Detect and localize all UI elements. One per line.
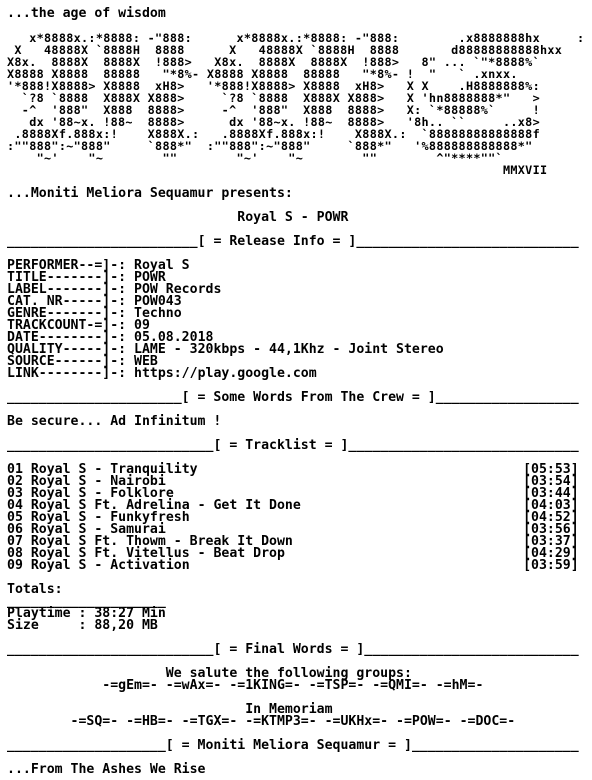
- track-title: Royal S Ft. Vitellus - Beat Drop: [30, 546, 285, 561]
- ascii-art-row: X8888 X8888 88888 "*8%- X8888 X8888 88888 "*8%- ! " ` .xnxx.: [7, 67, 518, 81]
- ascii-art-row: '*888!X8888> X8888 xH8> '*888!X8888> X8888 xH8> X X .H8888888%:: [7, 79, 540, 93]
- empty-line: [7, 572, 587, 584]
- release-info-key: CAT. NR-----]-:: [7, 294, 135, 309]
- ascii-art-row: X8x. 8888X 8888X !888> X8x. 8888X 8888X !888> 8" ... `"*8888%`: [7, 55, 540, 69]
- ascii-art-row: `?8 `8888 X888X X888> `?8 `8888 X888X X888> X 'hn8888888*" >: [7, 91, 540, 105]
- ascii-art-row: MMXVII: [7, 163, 548, 177]
- release-info-key: QUALITY-----]-:: [7, 342, 135, 357]
- release-info-value: LAME - 320kbps - 44,1Khz - Joint Stereo: [134, 342, 444, 357]
- release-info-key: TITLE-------]-:: [7, 270, 135, 285]
- release-info-value: WEB: [134, 354, 158, 369]
- track-number: 08: [7, 546, 23, 561]
- track-title: Royal S Ft. Adrelina - Get It Done: [30, 498, 301, 513]
- playtime-value: 38:27 Min: [94, 606, 166, 621]
- salute-title: We salute the following groups:: [165, 666, 412, 681]
- memoriam-title: In Memoriam: [245, 702, 333, 717]
- ascii-art-row: x*8888x.:*8888: -"888: x*8888x.:*8888: -"888: .x8888888hx :: [7, 31, 585, 45]
- nfo-document: [7, 8, 587, 776]
- salute-groups: -=gEm=- -=wAx=- -=1KING=- -=TSP=- -=QMI=- -=hM=-: [102, 678, 484, 693]
- section-header-release-info: ________________________[ = Release Info = ]____________________________: [7, 234, 579, 249]
- crew-words-text: Be secure... Ad Infinitum !: [7, 414, 222, 429]
- section-title: [ = Tracklist = ]: [213, 438, 349, 453]
- section-header-final-words: __________________________[ = Final Words = ]___________________________: [7, 642, 579, 657]
- release-info-value: Royal S: [134, 258, 190, 273]
- track-duration: [03:54]: [523, 474, 579, 489]
- tracklist: [7, 464, 587, 572]
- playtime-line: Playtime : 38:27 Min: [7, 606, 166, 621]
- track-duration: [04:03]: [523, 498, 579, 513]
- section-title: [ = Final Words = ]: [213, 642, 365, 657]
- release-info-value: POWR: [134, 270, 166, 285]
- track-duration: [03:44]: [523, 486, 579, 501]
- release-info-key: PERFORMER--=]-:: [7, 258, 135, 273]
- ascii-art-row: -^ '888" X888 8888> -^ '888" X888 8888> X: `*88888%` !: [7, 103, 540, 117]
- release-info-row: [7, 368, 587, 380]
- totals-rule: ____________________: [7, 594, 166, 609]
- track-duration: [04:29]: [523, 546, 579, 561]
- release-info-key: LABEL-------]-:: [7, 282, 135, 297]
- track-number: 01: [7, 462, 23, 477]
- outro-line: ...From The Ashes We Rise: [7, 762, 206, 777]
- track-number: 09: [7, 558, 23, 573]
- intro-line: ...the age of wisdom: [7, 6, 166, 21]
- track-number: 07: [7, 534, 23, 549]
- release-info-value: POW043: [134, 294, 182, 309]
- section-header-crew-words: ______________________[ = Some Words From The Crew = ]__________________: [7, 390, 579, 405]
- ascii-art-row: X 48888X `8888H 8888 X 48888X `8888H 8888 d88888888888hxx: [7, 43, 563, 57]
- track-title: Royal S - Tranquility: [30, 462, 198, 477]
- release-info-value: 05.08.2018: [134, 330, 214, 345]
- section-header-footer: ____________________[ = Moniti Meliora Sequamur = ]_____________________: [7, 738, 579, 753]
- ascii-art-row: .8888Xf.888x:! X888X.: .8888Xf.888x:! X888X.: `88888888888888f: [7, 127, 540, 141]
- track-duration: [05:53]: [523, 462, 579, 477]
- track-title: Royal S - Nairobi: [30, 474, 166, 489]
- track-duration: [03:56]: [523, 522, 579, 537]
- release-info-key: DATE--------]-:: [7, 330, 135, 345]
- section-header-tracklist: __________________________[ = Tracklist = ]_____________________________: [7, 438, 579, 453]
- ascii-art-row: :""888":~"888" `888*" :""888":~"888" `888*" '%888888888888*": [7, 139, 533, 153]
- track-title: Royal S Ft. Thowm - Break It Down: [30, 534, 293, 549]
- release-name: Royal S - POWR: [237, 210, 349, 225]
- ascii-art-row: "~' "~ "" "~' "~ "" ^"****""`: [7, 151, 511, 165]
- track-number: 02: [7, 474, 23, 489]
- track-row: [7, 560, 587, 572]
- ascii-art-row: dx '88~x. !88~ 8888> dx '88~x. !88~ 8888> '8h.. `` ..x8>: [7, 115, 540, 129]
- release-info-key: SOURCE------]-:: [7, 354, 135, 369]
- track-duration: [03:37]: [523, 534, 579, 549]
- track-number: 03: [7, 486, 23, 501]
- release-info-key: LINK--------]-:: [7, 366, 135, 381]
- ascii-art-logo: [7, 20, 587, 176]
- track-duration: [04:52]: [523, 510, 579, 525]
- track-duration: [03:59]: [523, 558, 579, 573]
- track-title: Royal S - Activation: [30, 558, 190, 573]
- track-number: 05: [7, 510, 23, 525]
- release-info-value: Techno: [134, 306, 182, 321]
- presents-line: ...Moniti Meliora Sequamur presents:: [7, 186, 293, 201]
- release-info-value: https://play.google.com: [134, 366, 317, 381]
- track-title: Royal S - Folklore: [30, 486, 174, 501]
- release-info-key: TRACKCOUNT-=]-:: [7, 318, 135, 333]
- section-title: [ = Release Info = ]: [197, 234, 357, 249]
- section-title: [ = Some Words From The Crew = ]: [181, 390, 436, 405]
- memoriam-groups: -=SQ=- -=HB=- -=TGX=- -=KTMP3=- -=UKHx=- -=POW=- -=DOC=-: [70, 714, 516, 729]
- size-value: 88,20 MB: [94, 618, 158, 633]
- track-title: Royal S - Funkyfresh: [30, 510, 190, 525]
- track-number: 04: [7, 498, 23, 513]
- release-info-key: GENRE-------]-:: [7, 306, 135, 321]
- section-title: [ = Moniti Meliora Sequamur = ]: [165, 738, 412, 753]
- size-line: Size : 88,20 MB: [7, 618, 158, 633]
- totals-label: Totals:: [7, 582, 63, 597]
- release-info-list: [7, 260, 587, 380]
- track-number: 06: [7, 522, 23, 537]
- release-info-value: 09: [134, 318, 150, 333]
- release-info-value: POW Records: [134, 282, 222, 297]
- track-title: Royal S - Samurai: [30, 522, 166, 537]
